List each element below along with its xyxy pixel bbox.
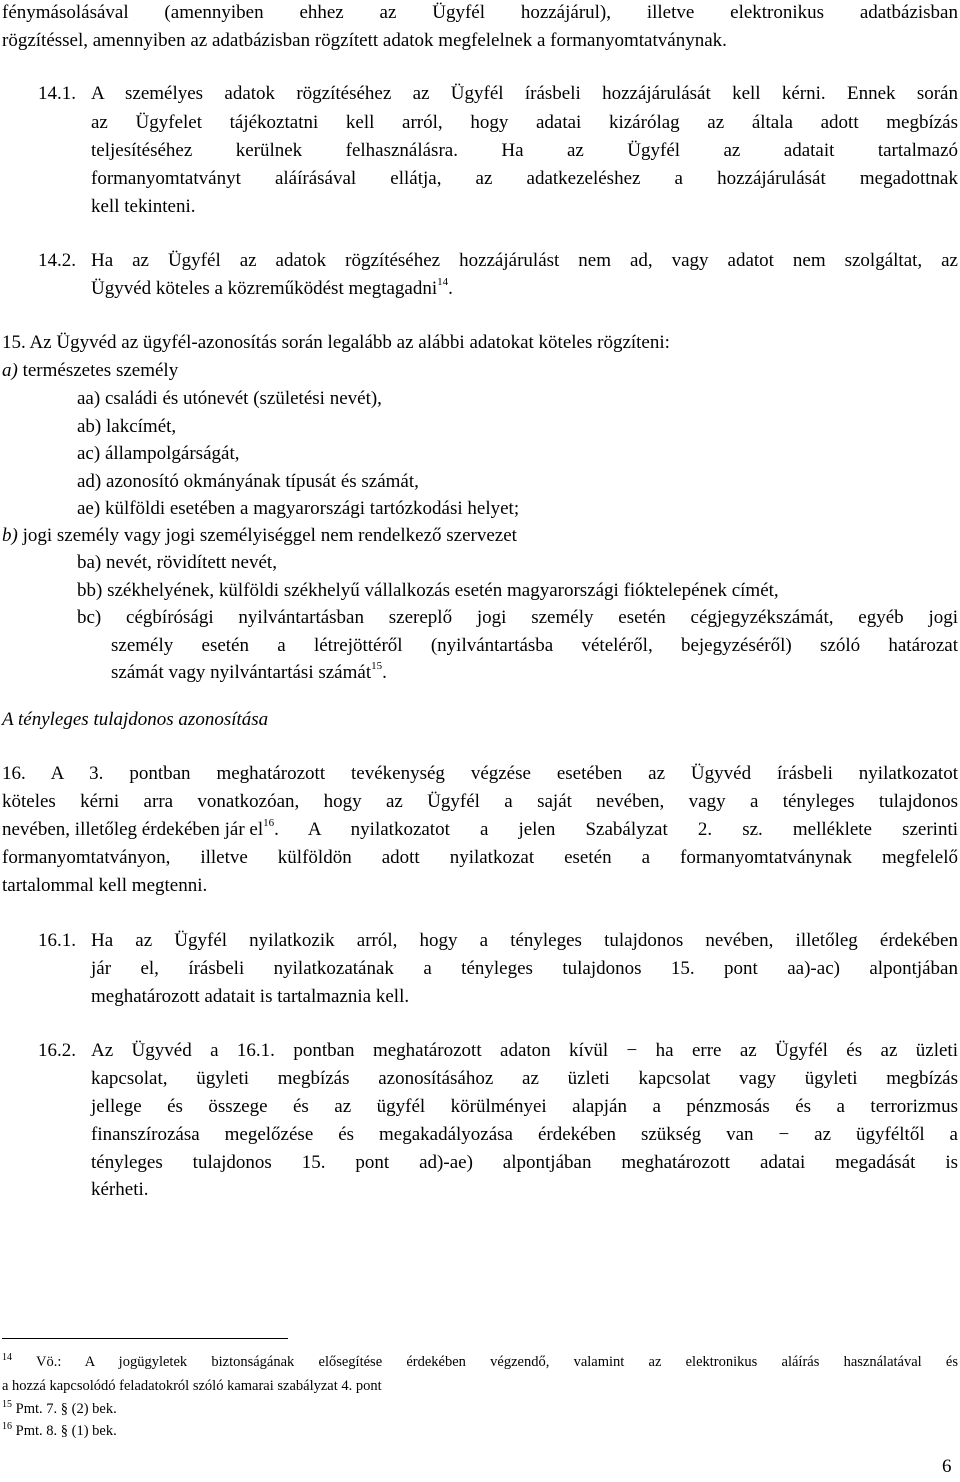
p16-2-line-2: kapcsolat, ügyleti megbízás azonosításához az üzleti kapcsolat vagy ügyleti megbízás <box>91 1068 958 1089</box>
p14-1-line-5: kell tekinteni. <box>91 196 196 217</box>
footnote-14-text: Vö.: A jogügyletek biztonságának elősegítése érdekében végzendő, valamint az elektronikus aláírás használatával és <box>35 1354 958 1370</box>
p14-1-line-2: az Ügyfelet tájékoztatni kell arról, hogy adatai kizárólag az általa adott megbízás <box>91 112 958 133</box>
p14-2-line-2 <box>91 277 453 300</box>
footnote-14-number: 14 <box>2 1352 12 1363</box>
intro-line-2: rögzítéssel, amennyiben az adatbázisban rögzített adatok megfelelnek a formanyomtatványnak. <box>2 30 727 51</box>
p14-1-line-3: teljesítéséhez kerülnek felhasználásra. Ha az Ügyfél az adatait tartalmazó <box>91 140 958 161</box>
footnote-ref-16: 16 <box>263 817 275 829</box>
p16-line-4: formanyomtatványon, illetve külföldön adott nyilatkozat esetén a formanyomtatványnak megfelelő <box>2 847 958 868</box>
p15-b-label: b) <box>2 525 18 546</box>
p15-a-text: természetes személy <box>22 360 179 381</box>
p16-line-3 <box>2 818 958 841</box>
page-number: 6 <box>942 1456 952 1477</box>
p16-2-line-3: jellege és összege és az ügyfél körülményei alapján a pénzmosás és a terrorizmus <box>91 1096 958 1117</box>
p15-b-text: jogi személy vagy jogi személyiséggel nem rendelkező szervezet <box>22 525 517 546</box>
footnote-ref-15: 15 <box>371 660 383 672</box>
p15-bc-line-3 <box>111 661 387 684</box>
p15-bc-line-1: bc) cégbírósági nyilvántartásban szereplő jogi személy esetén cégjegyzékszámát, egyéb jogi <box>77 607 958 628</box>
p16-line-3-text-b: . A nyilatkozatot a jelen Szabályzat 2. sz. melléklete szerinti <box>274 819 958 840</box>
p15-ad: ad) azonosító okmányának típusát és számát, <box>77 471 419 492</box>
footnote-14-line-1 <box>2 1353 958 1371</box>
footnote-15-number: 15 <box>2 1399 12 1410</box>
p16-1-line-2: jár el, írásbeli nyilatkozatának a tényleges tulajdonos 15. pont aa)-ac) alpontjában <box>91 958 958 979</box>
p15-a-label: a) <box>2 360 18 381</box>
p14-2-line-1: Ha az Ügyfél az adatok rögzítéséhez hozzájárulást nem ad, vagy adatot nem szolgáltat, az <box>91 250 958 271</box>
p15-lead: 15. Az Ügyvéd az ügyfél-azonosítás során legalább az alábbi adatokat köteles rögzíteni: <box>2 332 670 353</box>
p15-ae: ae) külföldi esetében a magyarországi tartózkodási helyet; <box>77 498 520 519</box>
section-number-14-2: 14.2. <box>38 250 76 271</box>
p16-line-2: köteles kérni arra vonatkozóan, hogy az Ügyfél a saját nevében, vagy a tényleges tulajdonos <box>2 791 958 812</box>
footnote-16 <box>2 1422 117 1440</box>
p15-ac: ac) állampolgárságát, <box>77 443 240 464</box>
p14-1-line-1: A személyes adatok rögzítéséhez az Ügyfél írásbeli hozzájárulását kell kérni. Ennek során <box>91 83 958 104</box>
p16-line-3-start <box>2 818 274 841</box>
p15-a <box>2 359 178 382</box>
p16-line-3-text-a: nevében, illetőleg érdekében jár el <box>2 819 264 840</box>
p14-2-line-2-text: Ügyvéd köteles a közreműködést megtagadni <box>91 278 438 299</box>
footnote-16-text: Pmt. 8. § (1) bek. <box>15 1423 117 1439</box>
p16-line-1: 16. A 3. pontban meghatározott tevékenység végzése esetében az Ügyvéd írásbeli nyilatkozatot <box>2 763 958 784</box>
p15-ab: ab) lakcímét, <box>77 416 177 437</box>
p15-b <box>2 524 517 547</box>
p15-bc-line-3-text: számát vagy nyilvántartási számát <box>111 662 372 683</box>
footnote-ref-14: 14 <box>437 276 449 288</box>
section-number-14-1: 14.1. <box>38 83 76 104</box>
intro-line-1: fénymásolásával (amennyiben ehhez az Ügyfél hozzájárul), illetve elektronikus adatbázisban <box>2 2 958 23</box>
p16-line-5: tartalommal kell megtenni. <box>2 875 208 896</box>
p15-bc-line-2: személy esetén a létrejöttéről (nyilvántartásba vételéről, bejegyzéséről) szóló határozat <box>111 635 958 656</box>
p16-2-line-6: kérheti. <box>91 1179 149 1200</box>
p15-bc-line-3-end: . <box>382 662 387 683</box>
section-number-16-2: 16.2. <box>38 1040 76 1061</box>
section-number-16-1: 16.1. <box>38 930 76 951</box>
footnote-15-text: Pmt. 7. § (2) bek. <box>15 1401 117 1417</box>
p15-ba: ba) nevét, rövidített nevét, <box>77 552 277 573</box>
p16-2-line-4: finanszírozása megelőzése és megakadályozása érdekében szükség van − az ügyféltől a <box>91 1124 958 1145</box>
footnote-separator <box>2 1338 288 1339</box>
p16-1-line-3: meghatározott adatait is tartalmaznia kell. <box>91 986 410 1007</box>
p16-2-line-5: tényleges tulajdonos 15. pont ad)-ae) alpontjában meghatározott adatai megadását is <box>91 1152 958 1173</box>
footnote-15 <box>2 1400 117 1418</box>
p16-2-line-1: Az Ügyvéd a 16.1. pontban meghatározott adaton kívül − ha erre az Ügyfél és az üzleti <box>91 1040 958 1061</box>
p14-1-line-4: formanyomtatványt aláírásával ellátja, az adatkezeléshez a hozzájárulását megadottnak <box>91 168 958 189</box>
section-heading: A tényleges tulajdonos azonosítása <box>2 709 269 730</box>
footnote-16-number: 16 <box>2 1421 12 1432</box>
p15-aa: aa) családi és utónevét (születési nevét), <box>77 388 382 409</box>
p16-1-line-1: Ha az Ügyfél nyilatkozik arról, hogy a tényleges tulajdonos nevében, illetőleg érdekében <box>91 930 958 951</box>
footnote-14-line-2: a hozzá kapcsolódó feladatokról szóló kamarai szabályzat 4. pont <box>2 1378 382 1394</box>
p14-2-line-2-end: . <box>448 278 453 299</box>
p15-bb: bb) székhelyének, külföldi székhelyű vállalkozás esetén magyarországi fióktelepének címét, <box>77 580 779 601</box>
